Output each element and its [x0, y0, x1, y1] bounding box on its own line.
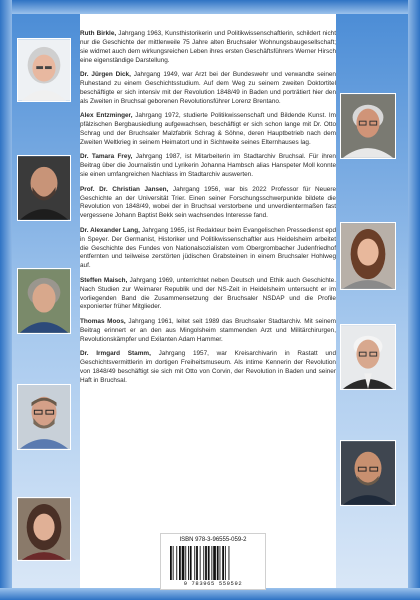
barcode-bar	[213, 546, 216, 580]
portrait-man-grey-hair-glasses	[340, 93, 396, 159]
portrait-man-glasses-beard	[17, 384, 71, 450]
barcode-bar	[182, 546, 185, 580]
barcode-bar	[225, 546, 226, 580]
portrait-man-white-hair-glasses	[340, 324, 396, 390]
portrait-man-bald-beard	[17, 155, 71, 221]
barcode-bar	[205, 546, 207, 580]
barcode-bar	[229, 546, 230, 580]
author-bios	[80, 30, 336, 391]
author-bio: Dr. Irmgard Stamm, Jahrgang 1957, war Kreisarchivarin in Rastatt und Geschichtsvermittlerin im dortigen Freiheitsmuseum. Als intime Kennerin der Revolution von 1848/49 beschäftigt sie sich mit Otto von Corvin, der Revolution in Baden und seiner Haft in Bruchsal.	[80, 350, 336, 384]
barcode-bar	[200, 546, 201, 580]
isbn-barcode-box	[160, 533, 266, 590]
barcode-bar	[173, 546, 174, 580]
barcode-bar	[185, 546, 186, 580]
barcode-digits: 9 783965 550592	[183, 580, 243, 587]
isbn-label: ISBN 978-3-96555-059-2	[179, 537, 247, 543]
barcode-bar	[220, 546, 221, 580]
barcode-bar	[196, 546, 198, 580]
portrait-woman-grey-hair	[17, 38, 71, 102]
author-bio: Dr. Jürgen Dick, Jahrgang 1949, war Arzt bei der Bundeswehr und verwandte seinen Ruhestand zu einem Geschichtsstudium. Auf dem Weg zu seinem zweiten Doktortitel beschäftigte er sich intensiv mit der Revolution 1848/49 in Baden und porträtiert hier den als Zweiten in Bruchsal geborenen Revolutionsführer Lorenz Brentano.	[80, 71, 336, 105]
author-bio: Prof. Dr. Christian Jansen, Jahrgang 1956, war bis 2022 Professor für Neuere Geschichte an der Universität Trier. Einen seiner Forschungsschwerpunkte bildete die Revolution von 1848/49, wobei der in Bruchsal verstorbene und unverdientermaßen fast vergessene Johann Baptist Bekk sein wachsendes Interesse fand.	[80, 185, 337, 220]
barcode-bar	[203, 546, 204, 580]
author-bio: Dr. Tamara Frey, Jahrgang 1987, ist Mitarbeiterin im Stadtarchiv Bruchsal. Für ihren Beitrag über die Journalistin und Lyrikerin Johanna Hambsch alias Hanspeter Moll konnte sie einen umfangreichen Nachlass im Stadtarchiv auswerten.	[80, 153, 336, 179]
author-bio: Alex Entzminger, Jahrgang 1972, studierte Politikwissenschaft und Bildende Kunst. Im pfälzischen Bergbausiedlung aufgewachsen, beschäftigt er sich schon lange mit Dr. Otto Schrag und der Bruchsaler Malzfabrik Schrag & Söhne, deren Hauptbetrieb nach dem Zweiten Weltkrieg in seinem Heimatort und in Sichtweite seines Elternhauses lag.	[80, 112, 336, 146]
author-bio: Dr. Alexander Lang, Jahrgang 1965, ist Redakteur beim Evangelischen Pressedienst epd in Speyer. Der Germanist, Historiker und Politikwissenschaftler aus Heidelsheim arbeitet die Geschichte des Fundes von Nationalsozialisten vom Obergrombacher Judenfriedhof entfernten und teilweise zerstörten jüdischen Grabsteinen in einem Bruchsaler Hohlweg auf.	[80, 226, 336, 270]
barcode-bar	[190, 546, 192, 580]
author-bio: Ruth Birkle, Jahrgang 1963, Kunsthistorikerin und Politikwissenschaftlerin, schildert nicht nur die Geschichte der mittlerweile 75 Jahre alten Bruchsaler Wohnungsbaugesellschaft; sie widmet auch dem wirkungsreichen Leben ihres ersten Geschäftsführers Werner Hirsch eine eigenständige Darstellung.	[80, 30, 336, 64]
barcode-bar	[208, 546, 210, 580]
portrait-woman-brown-hair	[340, 222, 396, 290]
barcode-bar	[194, 546, 195, 580]
author-bio: Steffen Maisch, Jahrgang 1969, unterrichtet neben Deutsch und Ethik auch Geschichte. Nach Studien zur Weimarer Republik und der NS-Zeit in Heidelsheim untersucht er im vorliegenden Band die Zusammensetzung der Bruchsaler NSDAP und die Profile exponierter früher Mitglieder.	[80, 276, 336, 311]
author-bio: Thomas Moos, Jahrgang 1961, leitet seit 1989 das Bruchsaler Stadtarchiv. Mit seinem Beitrag erinnert er an den aus Mingolsheim stammenden Arzt und Militärchirurgen, Revolutionskämpfer und Exilanten Adam Hammer.	[80, 317, 336, 343]
portrait-man-curly-grey-hair	[17, 268, 71, 334]
barcode-bar	[222, 546, 224, 580]
portrait-woman-dark-hair	[17, 497, 71, 561]
barcode-bar	[188, 546, 189, 580]
barcode-bar	[217, 546, 219, 580]
barcode-bar	[170, 546, 172, 580]
frame-top	[0, 0, 420, 14]
barcode-bar	[179, 546, 181, 580]
barcode-bar	[176, 546, 177, 580]
portrait-man-bald-glasses	[340, 440, 396, 506]
frame-left	[0, 0, 12, 600]
barcode	[169, 546, 257, 580]
barcode-bar	[211, 546, 212, 580]
frame-right	[408, 0, 420, 600]
